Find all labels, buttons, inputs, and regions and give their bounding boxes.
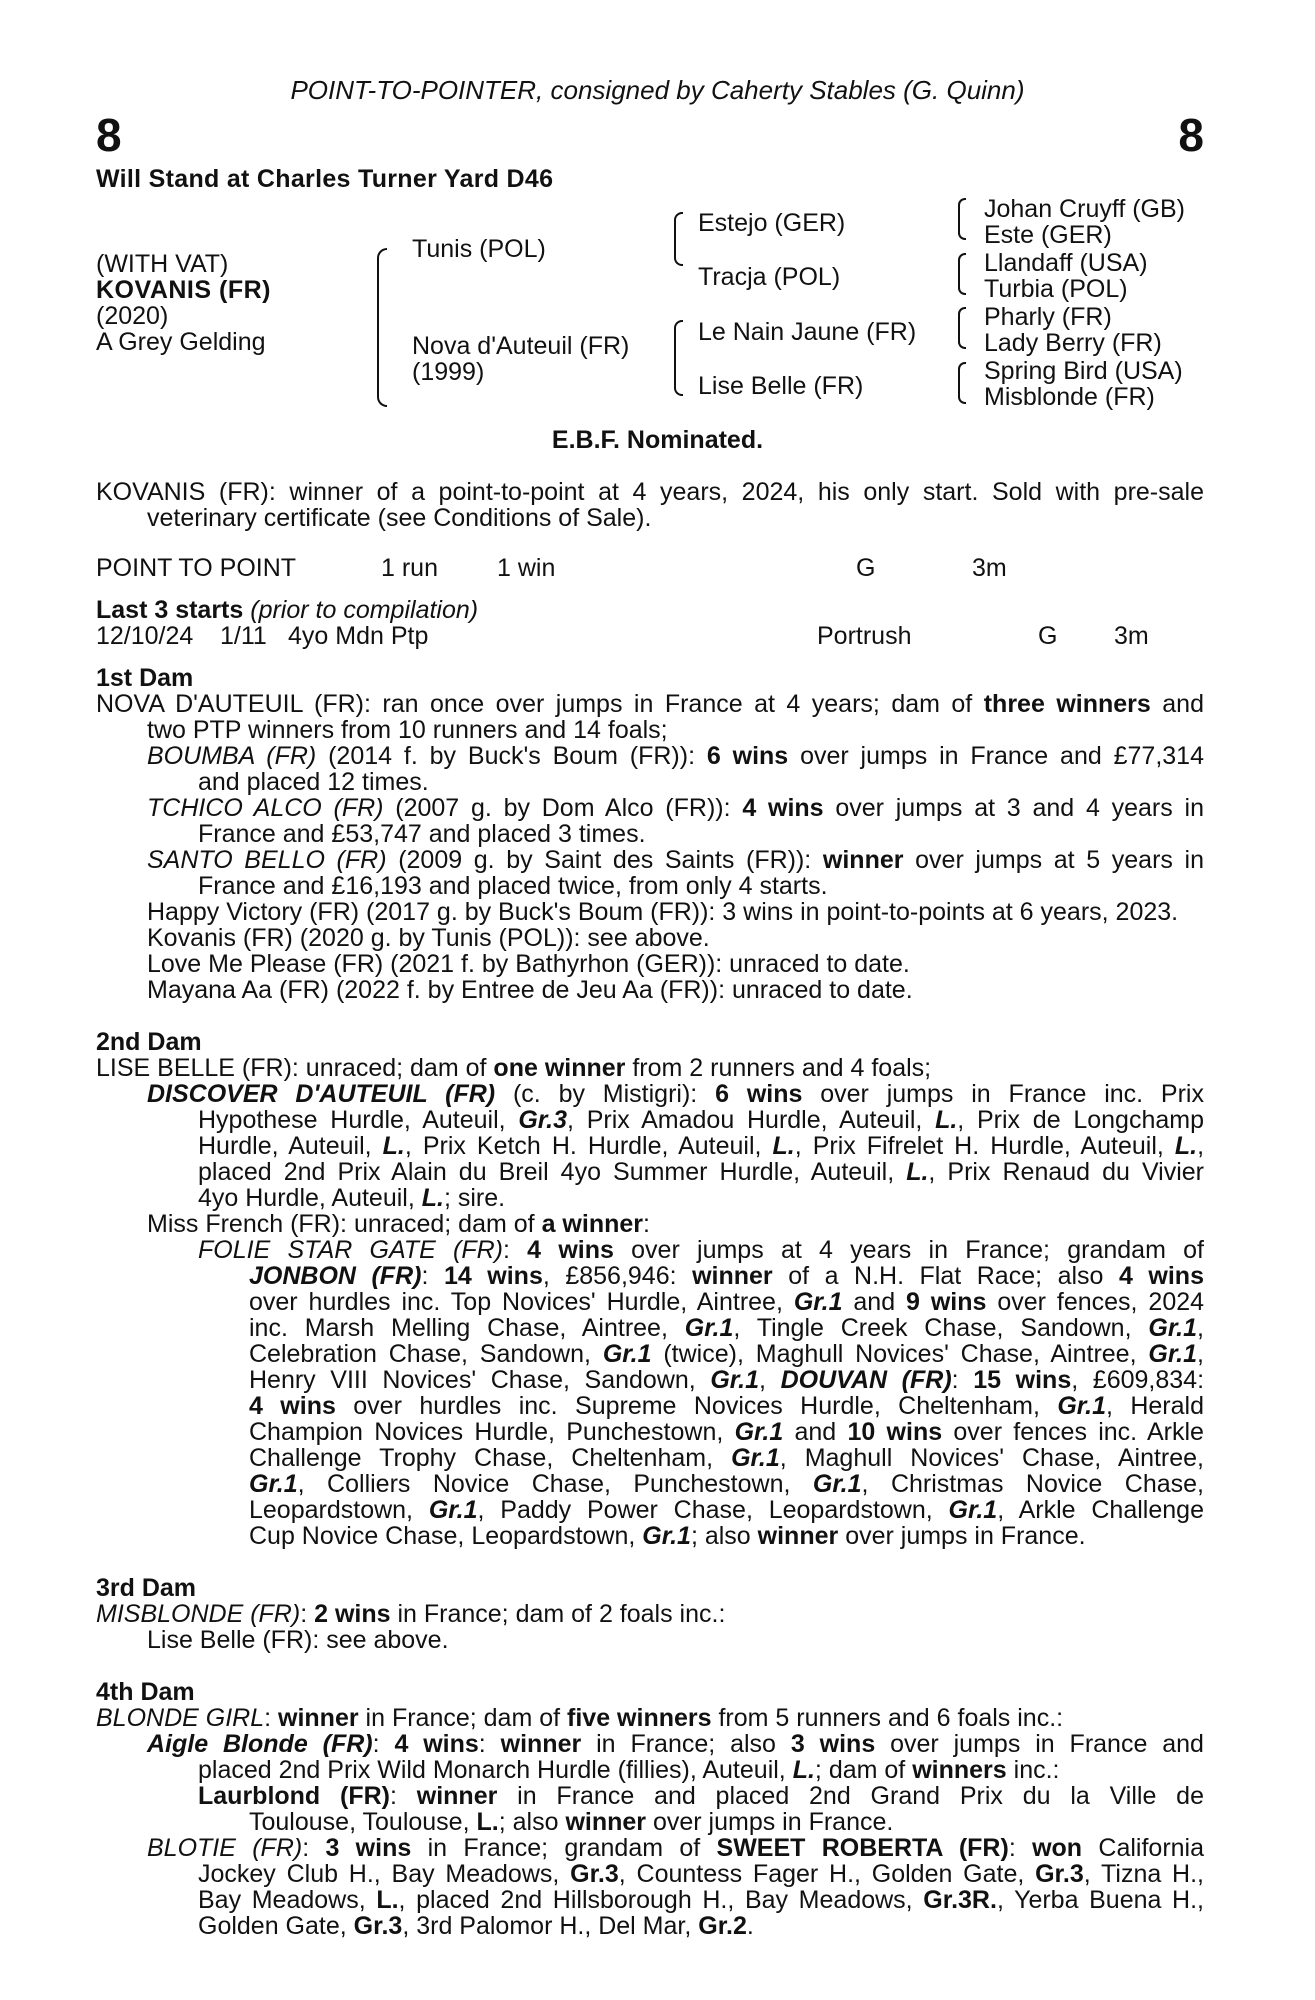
horse-description: A Grey Gelding [96,328,266,356]
text: over hurdles inc. Top Novices' Hurdle, Aintree, [249,1288,783,1316]
text: : [951,1366,959,1394]
text: over jumps in France. [652,1808,894,1836]
grade: Gr.1 [948,1496,998,1524]
grade: Gr.3 [570,1860,619,1888]
text: winner [500,1730,582,1758]
grade: Gr.1 [731,1444,780,1472]
text: won [1032,1834,1083,1862]
progeny-santo [147,848,1204,874]
grade: L. [792,1756,815,1784]
text: and [794,1418,837,1446]
progeny-name: DISCOVER D'AUTEUIL (FR) [147,1080,496,1108]
text: in France; dam of [365,1704,561,1732]
pedigree-g1: Johan Cruyff (GB) [984,195,1186,223]
douvan-line-3 [249,1420,1204,1446]
text: 15 wins [973,1366,1072,1394]
progeny-tchico [147,796,1204,822]
pedigree-brace-dam [674,320,683,396]
grade: Gr.1 [684,1314,734,1342]
grade: Gr.1 [1148,1314,1198,1342]
douvan-line-4 [249,1446,1204,1472]
pedigree-g4: Turbia (POL) [984,275,1128,303]
pedigree-g3: Llandaff (USA) [984,249,1148,277]
progeny-name: TCHICO ALCO (FR) [147,794,384,822]
progeny-santo-cont: France and £16,193 and placed twice, from only 4 starts. [198,872,828,900]
vat-note: (WITH VAT) [96,250,229,278]
text: of a N.H. Flat Race; also [788,1262,1104,1290]
text: winner [278,1704,359,1732]
laurblond-line-2 [249,1810,893,1836]
pedigree-sire-dam: Tracja (POL) [698,263,841,291]
text: 14 wins [443,1262,543,1290]
text: over fences inc. Arkle [953,1418,1204,1446]
text: (twice), Maghull Novices' Chase, Aintree, [663,1340,1137,1368]
grade: Gr.3 [518,1106,568,1134]
horse-year: (2020) [96,302,169,330]
text: , Christmas Novice Chase, [861,1470,1204,1498]
text: Celebration Chase, Sandown, [249,1340,591,1368]
text: over hurdles inc. Supreme Novices Hurdle, Cheltenham, [353,1392,1040,1420]
grade: Gr.1 [249,1470,298,1498]
text: : [478,1730,486,1758]
text: over jumps at 5 years in [915,846,1205,874]
text: 3 wins [325,1834,412,1862]
progeny-name: BLOTIE (FR) [147,1834,303,1862]
start-distance: 3m [1114,622,1149,650]
text: 4 wins [742,794,824,822]
third-dam-title: 3rd Dam [96,1574,197,1602]
text: from 2 runners and 4 foals; [632,1054,932,1082]
text: and [1162,690,1204,718]
text: inc.: [1013,1756,1060,1784]
text: : [264,1704,272,1732]
second-dam-title: 2nd Dam [96,1028,202,1056]
progeny-love-me-please: Love Me Please (FR) (2021 f. by Bathyrhon (GER)): unraced to date. [147,950,910,978]
pedigree-brace-g78 [958,362,966,404]
pedigree-dam-sire: Le Nain Jaune (FR) [698,318,917,346]
text: in France; dam of 2 foals inc.: [397,1600,726,1628]
text: 9 wins [906,1288,987,1316]
text: winner [416,1782,498,1810]
text: Bay Meadows, [198,1886,366,1914]
third-dam-progeny: Lise Belle (FR): see above. [147,1626,449,1654]
text: and [853,1288,896,1316]
text: over jumps in France and [890,1730,1204,1758]
text: 4 wins [394,1730,479,1758]
progeny-name: SANTO BELLO (FR) [147,846,387,874]
grade: Gr.3R. [923,1886,997,1914]
text: , Arkle Challenge [997,1496,1204,1524]
jonbon-douvan-line [249,1368,1204,1394]
progeny-name: DOUVAN (FR) [780,1366,952,1394]
text: , Maghull Novices' Chase, Aintree, [779,1444,1204,1472]
text: over fences, 2024 [997,1288,1205,1316]
text: , [1197,1314,1204,1342]
douvan-line-7 [249,1524,1086,1550]
grade: Gr.2 [698,1912,747,1940]
record-going: G [856,554,876,582]
text: , Herald [1105,1392,1204,1420]
miss-french [147,1212,650,1238]
text: Henry VIII Novices' Chase, Sandown, [249,1366,696,1394]
text: in France; grandam of [427,1834,701,1862]
progeny-happy-victory: Happy Victory (FR) (2017 g. by Buck's Boum (FR)): 3 wins in point-to-points at 6 years, 2023. [147,898,1179,926]
text: 4 wins [249,1392,336,1420]
progeny-boumba [147,744,1204,770]
text: , Prix Fifrelet H. Hurdle, Auteuil, [794,1132,1164,1160]
lot-number-right: 8 [1178,109,1204,161]
progeny-boumba-cont: and placed 12 times. [198,768,429,796]
grade: L. [476,1808,499,1836]
text: a winner [541,1210,643,1238]
grade: L. [935,1106,958,1134]
blotie-line-1 [147,1836,1204,1862]
text: , Colliers Novice Chase, Punchestown, [297,1470,791,1498]
text: Champion Novices Hurdle, Punchestown, [249,1418,724,1446]
pedigree-g2: Este (GER) [984,221,1112,249]
text: over jumps at 3 and 4 years in [835,794,1204,822]
pedigree-g8: Misblonde (FR) [984,383,1155,411]
start-race: 4yo Mdn Ptp [288,622,429,650]
grade: L. [421,1184,444,1212]
jonbon-line-4 [249,1342,1204,1368]
text: (2014 f. by Buck's Boum (FR)): [328,742,696,770]
ebf-nomination: E.B.F. Nominated. [551,426,764,454]
text: (2007 g. by Dom Alco (FR)): [395,794,731,822]
progeny-name: Aigle Blonde (FR) [147,1730,373,1758]
progeny-kovanis: Kovanis (FR) (2020 g. by Tunis (POL)): see above. [147,924,710,952]
grade: Gr.1 [734,1418,784,1446]
text: 4 wins [527,1236,614,1264]
progeny-mayana: Mayana Aa (FR) (2022 f. by Entree de Jeu Aa (FR)): unraced to date. [147,976,913,1004]
record-wins: 1 win [497,554,556,582]
blotie-line-2 [198,1862,1204,1888]
fourth-dam-title: 4th Dam [96,1678,195,1706]
douvan-line-2 [249,1394,1204,1420]
start-going: G [1038,622,1058,650]
pedigree-g5: Pharly (FR) [984,303,1112,331]
grade: L. [1174,1132,1198,1160]
pedigree-brace-g56 [958,307,966,349]
text: : [643,1210,650,1238]
pedigree-sire-sire: Estejo (GER) [698,209,846,237]
start-date: 12/10/24 [96,622,194,650]
text: three winners [983,690,1151,718]
grade: L. [772,1132,795,1160]
text: five winners [567,1704,712,1732]
summary-line-1: KOVANIS (FR): winner of a point-to-point at 4 years, 2024, his only start. Sold with pre-sale [96,478,1204,506]
blotie-line-4 [198,1914,754,1940]
text: , Yerba Buena H., [996,1886,1205,1914]
blotie-line-3 [198,1888,1204,1914]
text: ; also [690,1522,751,1550]
first-dam-title: 1st Dam [96,664,194,692]
grade: L. [382,1132,405,1160]
text: 6 wins [706,742,789,770]
pedigree-g7: Spring Bird (USA) [984,357,1183,385]
jonbon-line-1 [249,1264,1204,1290]
first-dam-intro-cont: two PTP winners from 10 runners and 14 foals; [147,716,668,744]
text: placed 2nd Prix Wild Monarch Hurdle (fillies), Auteuil, [198,1756,786,1784]
text: one winner [493,1054,626,1082]
grade: Gr.1 [812,1470,862,1498]
text: , Prix de Longchamp [957,1106,1204,1134]
text: : [421,1262,429,1290]
text: Toulouse, Toulouse, [249,1808,470,1836]
grade: L. [906,1158,929,1186]
dam-name: MISBLONDE (FR) [96,1600,301,1628]
text: 2 wins [314,1600,391,1628]
text: . [746,1912,754,1940]
pedigree-g6: Lady Berry (FR) [984,329,1162,357]
progeny-name: SWEET ROBERTA (FR) [716,1834,1009,1862]
text: over jumps in France and £77,314 [800,742,1204,770]
folie-star-gate [198,1238,1204,1264]
jonbon-line-3 [249,1316,1204,1342]
grade: Gr.3 [353,1912,403,1940]
record-runs: 1 run [381,554,438,582]
text: , £609,834: [1071,1366,1205,1394]
consignment-header: POINT-TO-POINTER, consigned by Caherty Stables (G. Quinn) [290,75,1025,105]
text: : [302,1834,310,1862]
discover-dauteuil-line-1 [147,1082,1204,1108]
grade: Gr.1 [428,1496,478,1524]
grade: Gr.1 [793,1288,843,1316]
pedigree-sire: Tunis (POL) [412,235,546,263]
discover-dauteuil-line-3 [198,1134,1204,1160]
text: : [502,1236,510,1264]
text: California [1098,1834,1205,1862]
progeny-name: JONBON (FR) [249,1262,422,1290]
text: Golden Gate, [198,1912,347,1940]
text: ; sire. [443,1184,506,1212]
grade: Gr.1 [642,1522,691,1550]
last-starts-title: Last 3 starts [96,596,244,624]
last-starts-note: (prior to compilation) [250,596,479,624]
start-place: 1/11 [220,622,267,650]
text: (2009 g. by Saint des Saints (FR)): [398,846,812,874]
text: inc. Marsh Melling Chase, Aintree, [249,1314,668,1342]
aigle-blonde-line-1 [147,1732,1204,1758]
discover-dauteuil-line-5 [198,1186,505,1212]
text: Miss French (FR): unraced; dam of [147,1210,535,1238]
text: : [300,1600,308,1628]
text: , Prix Renaud du Vivier [928,1158,1205,1186]
progeny-name: BOUMBA (FR) [147,742,317,770]
grade: Gr.1 [1057,1392,1106,1420]
text: ; dam of [814,1756,906,1784]
dam-name: BLONDE GIRL [96,1704,265,1732]
text: winner [822,846,904,874]
douvan-line-5 [249,1472,1204,1498]
record-distance: 3m [972,554,1007,582]
jonbon-line-2 [249,1290,1204,1316]
text: , [1197,1340,1204,1368]
discover-dauteuil-line-4 [198,1160,1204,1186]
text: winner [757,1522,839,1550]
text: 10 wins [847,1418,943,1446]
pedigree-brace-g34 [958,253,966,295]
grade: L. [376,1886,399,1914]
text: , 3rd Palomor H., Del Mar, [402,1912,692,1940]
progeny-name: Laurblond (FR) [198,1782,390,1810]
text: 4yo Hurdle, Auteuil, [198,1184,415,1212]
fourth-dam-intro [96,1706,1063,1732]
text: winners [912,1756,1007,1784]
pedigree-brace-main [377,248,387,407]
text: placed 2nd Prix Alain du Breil 4yo Summer Hurdle, Auteuil, [198,1158,895,1186]
text: over jumps at 4 years in France; grandam of [631,1236,1204,1264]
grade: Gr.1 [1148,1340,1198,1368]
grade: Gr.3 [1035,1860,1084,1888]
summary-line-2: veterinary certificate (see Conditions of Sale). [147,504,652,532]
pedigree-brace-sire [674,212,683,266]
text: (c. by Mistigri): [512,1080,698,1108]
text: winner [692,1262,773,1290]
pedigree-brace-g12 [958,198,966,240]
progeny-name: FOLIE STAR GATE (FR) [198,1236,503,1264]
third-dam-intro [96,1602,725,1628]
text: in France; also [596,1730,776,1758]
text: LISE BELLE (FR): unraced; dam of [96,1054,487,1082]
laurblond-line-1 [198,1784,1204,1810]
grade: Gr.1 [602,1340,652,1368]
text: over jumps in France. [845,1522,1086,1550]
lot-number-left: 8 [96,109,122,161]
text: , [1197,1132,1205,1160]
start-course: Portrush [817,622,912,650]
text: from 5 runners and 6 foals inc.: [718,1704,1064,1732]
text: Hypothese Hurdle, Auteuil, [198,1106,506,1134]
text: 6 wins [715,1080,803,1108]
record-type: POINT TO POINT [96,554,297,582]
text: , Paddy Power Chase, Leopardstown, [477,1496,933,1524]
progeny-tchico-cont: France and £53,747 and placed 3 times. [198,820,646,848]
text: , Prix Amadou Hurdle, Auteuil, [567,1106,923,1134]
text: Leopardstown, [249,1496,414,1524]
aigle-blonde-line-2 [198,1758,1060,1784]
text: in France and placed 2nd Grand Prix du la Ville de [517,1782,1204,1810]
text: : [1008,1834,1016,1862]
horse-name: KOVANIS (FR) [96,276,271,304]
pedigree-dam-year: (1999) [412,358,485,386]
text: , [759,1366,766,1394]
text: ; also [498,1808,559,1836]
text: , placed 2nd Hillsborough H., Bay Meadows, [398,1886,913,1914]
text: : [372,1730,380,1758]
discover-dauteuil-line-2 [198,1108,1204,1134]
stand-location: Will Stand at Charles Turner Yard D46 [96,165,554,193]
text: Cup Novice Chase, Leopardstown, [249,1522,636,1550]
last-starts-heading [96,598,478,624]
first-dam-intro [96,692,1204,718]
text: 3 wins [790,1730,876,1758]
text: : [390,1782,397,1810]
text: NOVA D'AUTEUIL (FR): ran once over jumps in France at 4 years; dam of [96,690,973,718]
text: Jockey Club H., Bay Meadows, [198,1860,560,1888]
text: 4 wins [1118,1262,1204,1290]
douvan-line-6 [249,1498,1204,1524]
text: Hurdle, Auteuil, [198,1132,372,1160]
text: , Tizna H., [1083,1860,1204,1888]
text: , Tingle Creek Chase, Sandown, [733,1314,1132,1342]
second-dam-intro [96,1056,931,1082]
grade: Gr.1 [710,1366,760,1394]
text: over jumps in France inc. Prix [820,1080,1204,1108]
pedigree-dam: Nova d'Auteuil (FR) [412,332,630,360]
text: , £856,946: [542,1262,677,1290]
text: Challenge Trophy Chase, Cheltenham, [249,1444,714,1472]
text: winner [565,1808,647,1836]
pedigree-dam-dam: Lise Belle (FR) [698,372,864,400]
text: , Countess Fager H., Golden Gate, [618,1860,1025,1888]
text: , Prix Ketch H. Hurdle, Auteuil, [404,1132,762,1160]
